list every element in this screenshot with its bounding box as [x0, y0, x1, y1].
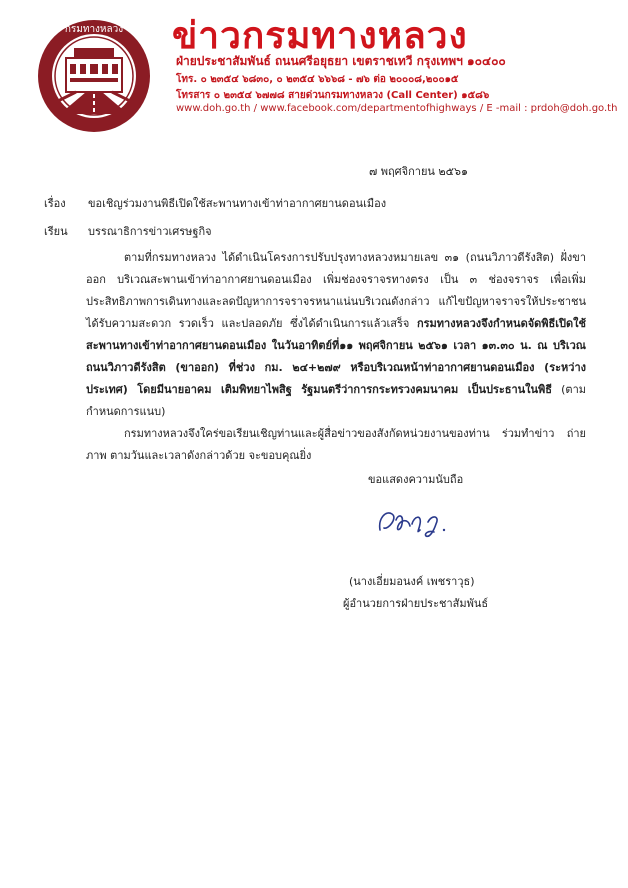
header-fax: โทรสาร ๐ ๒๓๕๔ ๖๗๗๘ สายด่วนกรมทางหลวง (Call Center) ๑๕๘๖: [176, 90, 490, 101]
recipient-text: บรรณาธิการข่าวเศรษฐกิจ: [88, 225, 212, 238]
recipient-label: เรียน: [44, 225, 68, 238]
body-paragraph-1-intro: ตามที่กรมทางหลวง ได้ดำเนินโครงการปรับปรุงทางหลวงหมายเลข ๓๑ (ถนนวิภาวดีรังสิต) ฝั่งขาออก บริเวณสะพานเข้าท่าอากาศยานดอนเมือง เพิ่มช่องจราจรทางตรง เป็น ๓ ช่องจราจร เพื่อเพิ่มประสิทธิภาพการเดินทางและลดปัญหาการจราจรหนาแน่นบริเวณดังกล่าว แก้ไขปัญหาจราจรให้ประชาชนได้รับความสะดวก รวดเร็ว และปลอดภัย ซึ่งได้ดำเนินการแล้วเสร็จ: [86, 251, 586, 330]
subject-text: ขอเชิญร่วมงานพิธีเปิดใช้สะพานทางเข้าท่าอากาศยานดอนเมือง: [88, 197, 387, 210]
header-web-email: www.doh.go.th / www.facebook.com/departmentofhighways / E -mail : prdoh@doh.go.th: [176, 103, 618, 114]
body-paragraph-2: กรมทางหลวงจึงใคร่ขอเรียนเชิญท่านและผู้สื่อข่าวของสังกัดหน่วยงานของท่าน ร่วมทำข่าว ถ่ายภาพ ตามวันและเวลาดังกล่าวด้วย จะขอบคุณยิ่ง: [86, 427, 586, 462]
body-paragraph-1: [86, 247, 586, 423]
header-title: ข่าวกรมทางหลวง: [172, 14, 468, 57]
header-phone: โทร. ๐ ๒๓๕๔ ๖๘๓๐, ๐ ๒๓๕๔ ๖๖๖๘ - ๗๖ ต่อ ๒๐๐๐๘,๒๐๐๑๕: [176, 74, 459, 85]
closing-phrase: ขอแสดงความนับถือ: [368, 473, 464, 486]
recipient-row: [44, 222, 212, 240]
department-logo: [36, 18, 152, 134]
header-address: ฝ่ายประชาสัมพันธ์ ถนนศรีอยุธยา เขตราชเทวี กรุงเทพฯ ๑๐๔๐๐: [176, 54, 506, 68]
signer-name: (นางเอี่ยมอนงค์ เพชราวุธ): [349, 575, 475, 588]
body-paragraph-1-emphasis: กรมทางหลวงจึงกำหนดจัดพิธีเปิดใช้สะพานทางเข้าท่าอากาศยานดอนเมือง ในวันอาทิตย์ที่๑๑ พฤศจิกายน ๒๕๖๑ เวลา ๑๓.๓๐ น. ณ บริเวณถนนวิภาวดีรังสิต (ขาออก) ที่ช่วง กม. ๒๔+๒๗๙ หรือบริเวณหน้าท่าอากาศยานดอนเมือง (ระหว่างประเทศ) โดยมีนายอาคม เติมพิทยาไพสิฐ รัฐมนตรีว่าการกระทรวงคมนาคม เป็นประธานในพิธี: [86, 317, 586, 396]
letter-body: [86, 247, 586, 467]
subject-row: [44, 194, 386, 212]
logo-text: กรมทางหลวง: [64, 24, 124, 35]
body-paragraph-1-note: (ตามกำหนดการแนบ): [86, 383, 586, 418]
subject-label: เรื่อง: [44, 197, 66, 210]
signer-position: ผู้อำนวยการฝ่ายประชาสัมพันธ์: [343, 597, 489, 610]
handwritten-signature: [372, 500, 452, 542]
letter-date: ๗ พฤศจิกายน ๒๕๖๑: [369, 165, 468, 178]
